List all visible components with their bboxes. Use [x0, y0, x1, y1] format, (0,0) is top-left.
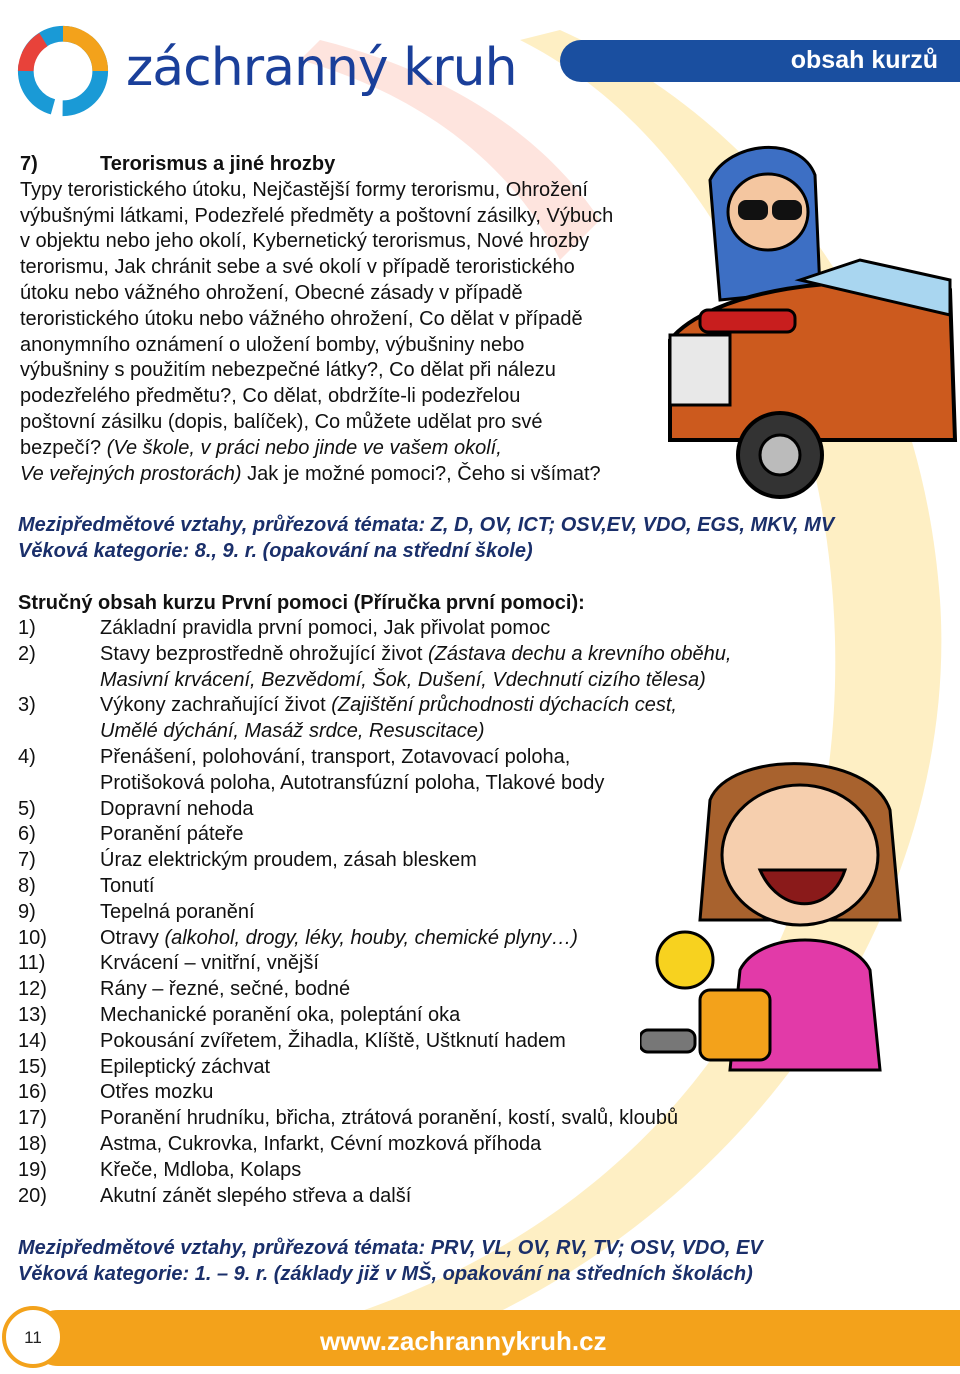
- list-item-plain: Dopravní nehoda: [100, 797, 254, 820]
- list-item-number: 19): [18, 1158, 47, 1181]
- body-line: teroristického útoku nebo vážného ohrožení, Co dělat v případě: [20, 307, 583, 330]
- list-item-continuation: Masivní krvácení, Bezvědomí, Šok, Dušení, Vdechnutí cizího tělesa): [100, 668, 706, 691]
- meta-block-terrorism: [18, 512, 834, 564]
- list-item-number: 3): [18, 694, 36, 717]
- list-item-number: 17): [18, 1107, 47, 1130]
- list-item: [18, 1106, 838, 1132]
- list-item-number: 20): [18, 1184, 47, 1207]
- section-terrorism: [20, 152, 680, 487]
- body-line: útoku nebo vážného ohrožení, Obecné zásady v případě: [20, 281, 523, 304]
- body-line: podezřelého předmětu?, Co dělat, obdržíte-li podezřelou: [20, 385, 521, 408]
- list-item-continuation: Umělé dýchání, Masáž srdce, Resuscitace): [100, 720, 485, 743]
- list-item-plain: Pokousání zvířetem, Žihadla, Klíště, Uštknutí hadem: [100, 1029, 566, 1052]
- list-item-number: 15): [18, 1055, 47, 1078]
- terrorist-car-illustration: [650, 140, 960, 505]
- ring-logo-icon: [14, 22, 112, 120]
- list-item-plain: Křeče, Mdloba, Kolaps: [100, 1158, 302, 1181]
- list-item-text: [100, 1184, 838, 1210]
- list-item-italic: (Zajištění průchodnosti dýchacích cest,: [331, 694, 677, 717]
- body-line: terorismu, Jak chránit sebe a své okolí v případě teroristického: [20, 256, 575, 279]
- list-item: [18, 693, 838, 745]
- list-item: [18, 1132, 838, 1158]
- body-line: anonymního oznámení o uložení bomby, výbušniny nebo: [20, 333, 525, 356]
- list-item-plain: Přenášení, polohování, transport, Zotavovací poloha,: [100, 745, 571, 768]
- list-item-number: 1): [18, 617, 36, 639]
- header-section-label: obsah kurzů: [790, 46, 938, 74]
- body-line: poštovní zásilku (dopis, balíček), Co můžete udělat pro své: [20, 410, 543, 433]
- brand-name: záchranný kruh: [126, 38, 517, 98]
- meta-topics: Mezipředmětové vztahy, průřezová témata: Z, D, OV, ICT; OSV,EV, VDO, EGS, MKV, MV: [18, 514, 835, 536]
- list-item-number: 4): [18, 745, 36, 768]
- list-item-plain: Výkony zachraňující život: [100, 694, 332, 717]
- list-item-plain: Tonutí: [100, 874, 155, 897]
- list-item-plain: Mechanické poranění oka, poleptání oka: [100, 1003, 461, 1026]
- list-item-number: 11): [18, 952, 46, 975]
- list-item-italic: (alkohol, drogy, léky, houby, chemické plyny…): [164, 926, 578, 949]
- website-url: www.zachrannykruh.cz: [320, 1326, 607, 1356]
- list-item-plain: Tepelná poranění: [100, 900, 255, 923]
- list-item-plain: Úraz elektrickým proudem, zásah bleskem: [100, 849, 477, 872]
- list-item-text: [100, 642, 838, 694]
- list-item-number: 10): [18, 926, 47, 949]
- list-item-number: 13): [18, 1003, 47, 1026]
- list-item: [18, 642, 838, 694]
- list-item-number: 2): [18, 642, 36, 665]
- girl-injured-finger-illustration: [640, 740, 960, 1090]
- list-item: [18, 1184, 838, 1210]
- body-line: Ve veřejných prostorách) Jak je možné pomoci?, Čeho si všímat?: [20, 462, 601, 485]
- page-footer: [0, 1302, 960, 1374]
- list-item-text: [100, 1132, 838, 1158]
- list-item-number: 7): [18, 849, 36, 872]
- list-item-number: 14): [18, 1029, 47, 1052]
- list-item-plain: Stavy bezprostředně ohrožující život: [100, 642, 428, 665]
- list-item-continuation: Protišoková poloha, Autotransfúzní poloha, Tlakové body: [100, 771, 605, 794]
- page-header: [0, 0, 960, 135]
- list-item: [18, 616, 838, 642]
- list-item-plain: Otravy: [100, 926, 165, 949]
- list-item-plain: Poranění hrudníku, břicha, ztrátová poranění, kostí, svalů, kloubů: [100, 1107, 679, 1130]
- page-number: 11: [24, 1328, 42, 1347]
- list-item-plain: Rány – řezné, sečné, bodné: [100, 978, 351, 1001]
- body-line: výbušniny s použitím nebezpečné látky?, Co dělat při nálezu: [20, 359, 556, 382]
- list-item-number: 8): [18, 874, 36, 897]
- meta-age: Věková kategorie: 8., 9. r. (opakování na střední škole): [18, 540, 533, 562]
- page-number-badge: [2, 1306, 64, 1368]
- list-item-text: [100, 616, 838, 642]
- list-item-number: 6): [18, 823, 36, 846]
- meta-age: Věková kategorie: 1. – 9. r. (základy již v MŠ, opakování na středních školách): [18, 1263, 753, 1285]
- list-item-plain: Akutní zánět slepého střeva a další: [100, 1184, 412, 1207]
- body-line: bezpečí? (Ve škole, v práci nebo jinde ve vašem okolí,: [20, 436, 502, 459]
- list-item-number: 18): [18, 1132, 47, 1155]
- first-aid-title: Stručný obsah kurzu První pomoci (Příručka první pomoci):: [18, 592, 585, 614]
- body-line: výbušnými látkami, Podezřelé předměty a poštovní zásilky, Výbuch: [20, 204, 614, 227]
- list-item-text: [100, 1158, 838, 1184]
- meta-block-first-aid: [18, 1235, 763, 1287]
- list-item-plain: Otřes mozku: [100, 1081, 214, 1104]
- list-item: [18, 1158, 838, 1184]
- list-item-text: [100, 693, 838, 745]
- body-line: Typy teroristického útoku, Nejčastější formy terorismu, Ohrožení: [20, 178, 588, 201]
- list-item-plain: Astma, Cukrovka, Infarkt, Cévní mozková příhoda: [100, 1132, 542, 1155]
- list-item-plain: Poranění páteře: [100, 823, 244, 846]
- list-item-plain: Základní pravidla první pomoci, Jak přivolat pomoc: [100, 617, 551, 639]
- list-item-number: 9): [18, 900, 36, 923]
- list-item-number: 12): [18, 978, 47, 1001]
- list-item-number: 16): [18, 1081, 47, 1104]
- body-line: v objektu nebo jeho okolí, Kybernetický terorismus, Nové hrozby: [20, 230, 590, 253]
- list-item-italic: (Zástava dechu a krevního oběhu,: [427, 642, 732, 665]
- list-item-plain: Epileptický záchvat: [100, 1055, 271, 1078]
- list-item-plain: Krvácení – vnitřní, vnější: [100, 952, 319, 975]
- meta-topics: Mezipředmětové vztahy, průřezová témata: PRV, VL, OV, RV, TV; OSV, VDO, EV: [18, 1237, 763, 1259]
- list-item-number: 5): [18, 797, 36, 820]
- list-item-text: [100, 1106, 838, 1132]
- section-heading: 7) Terorismus a jiné hrozby: [20, 153, 336, 175]
